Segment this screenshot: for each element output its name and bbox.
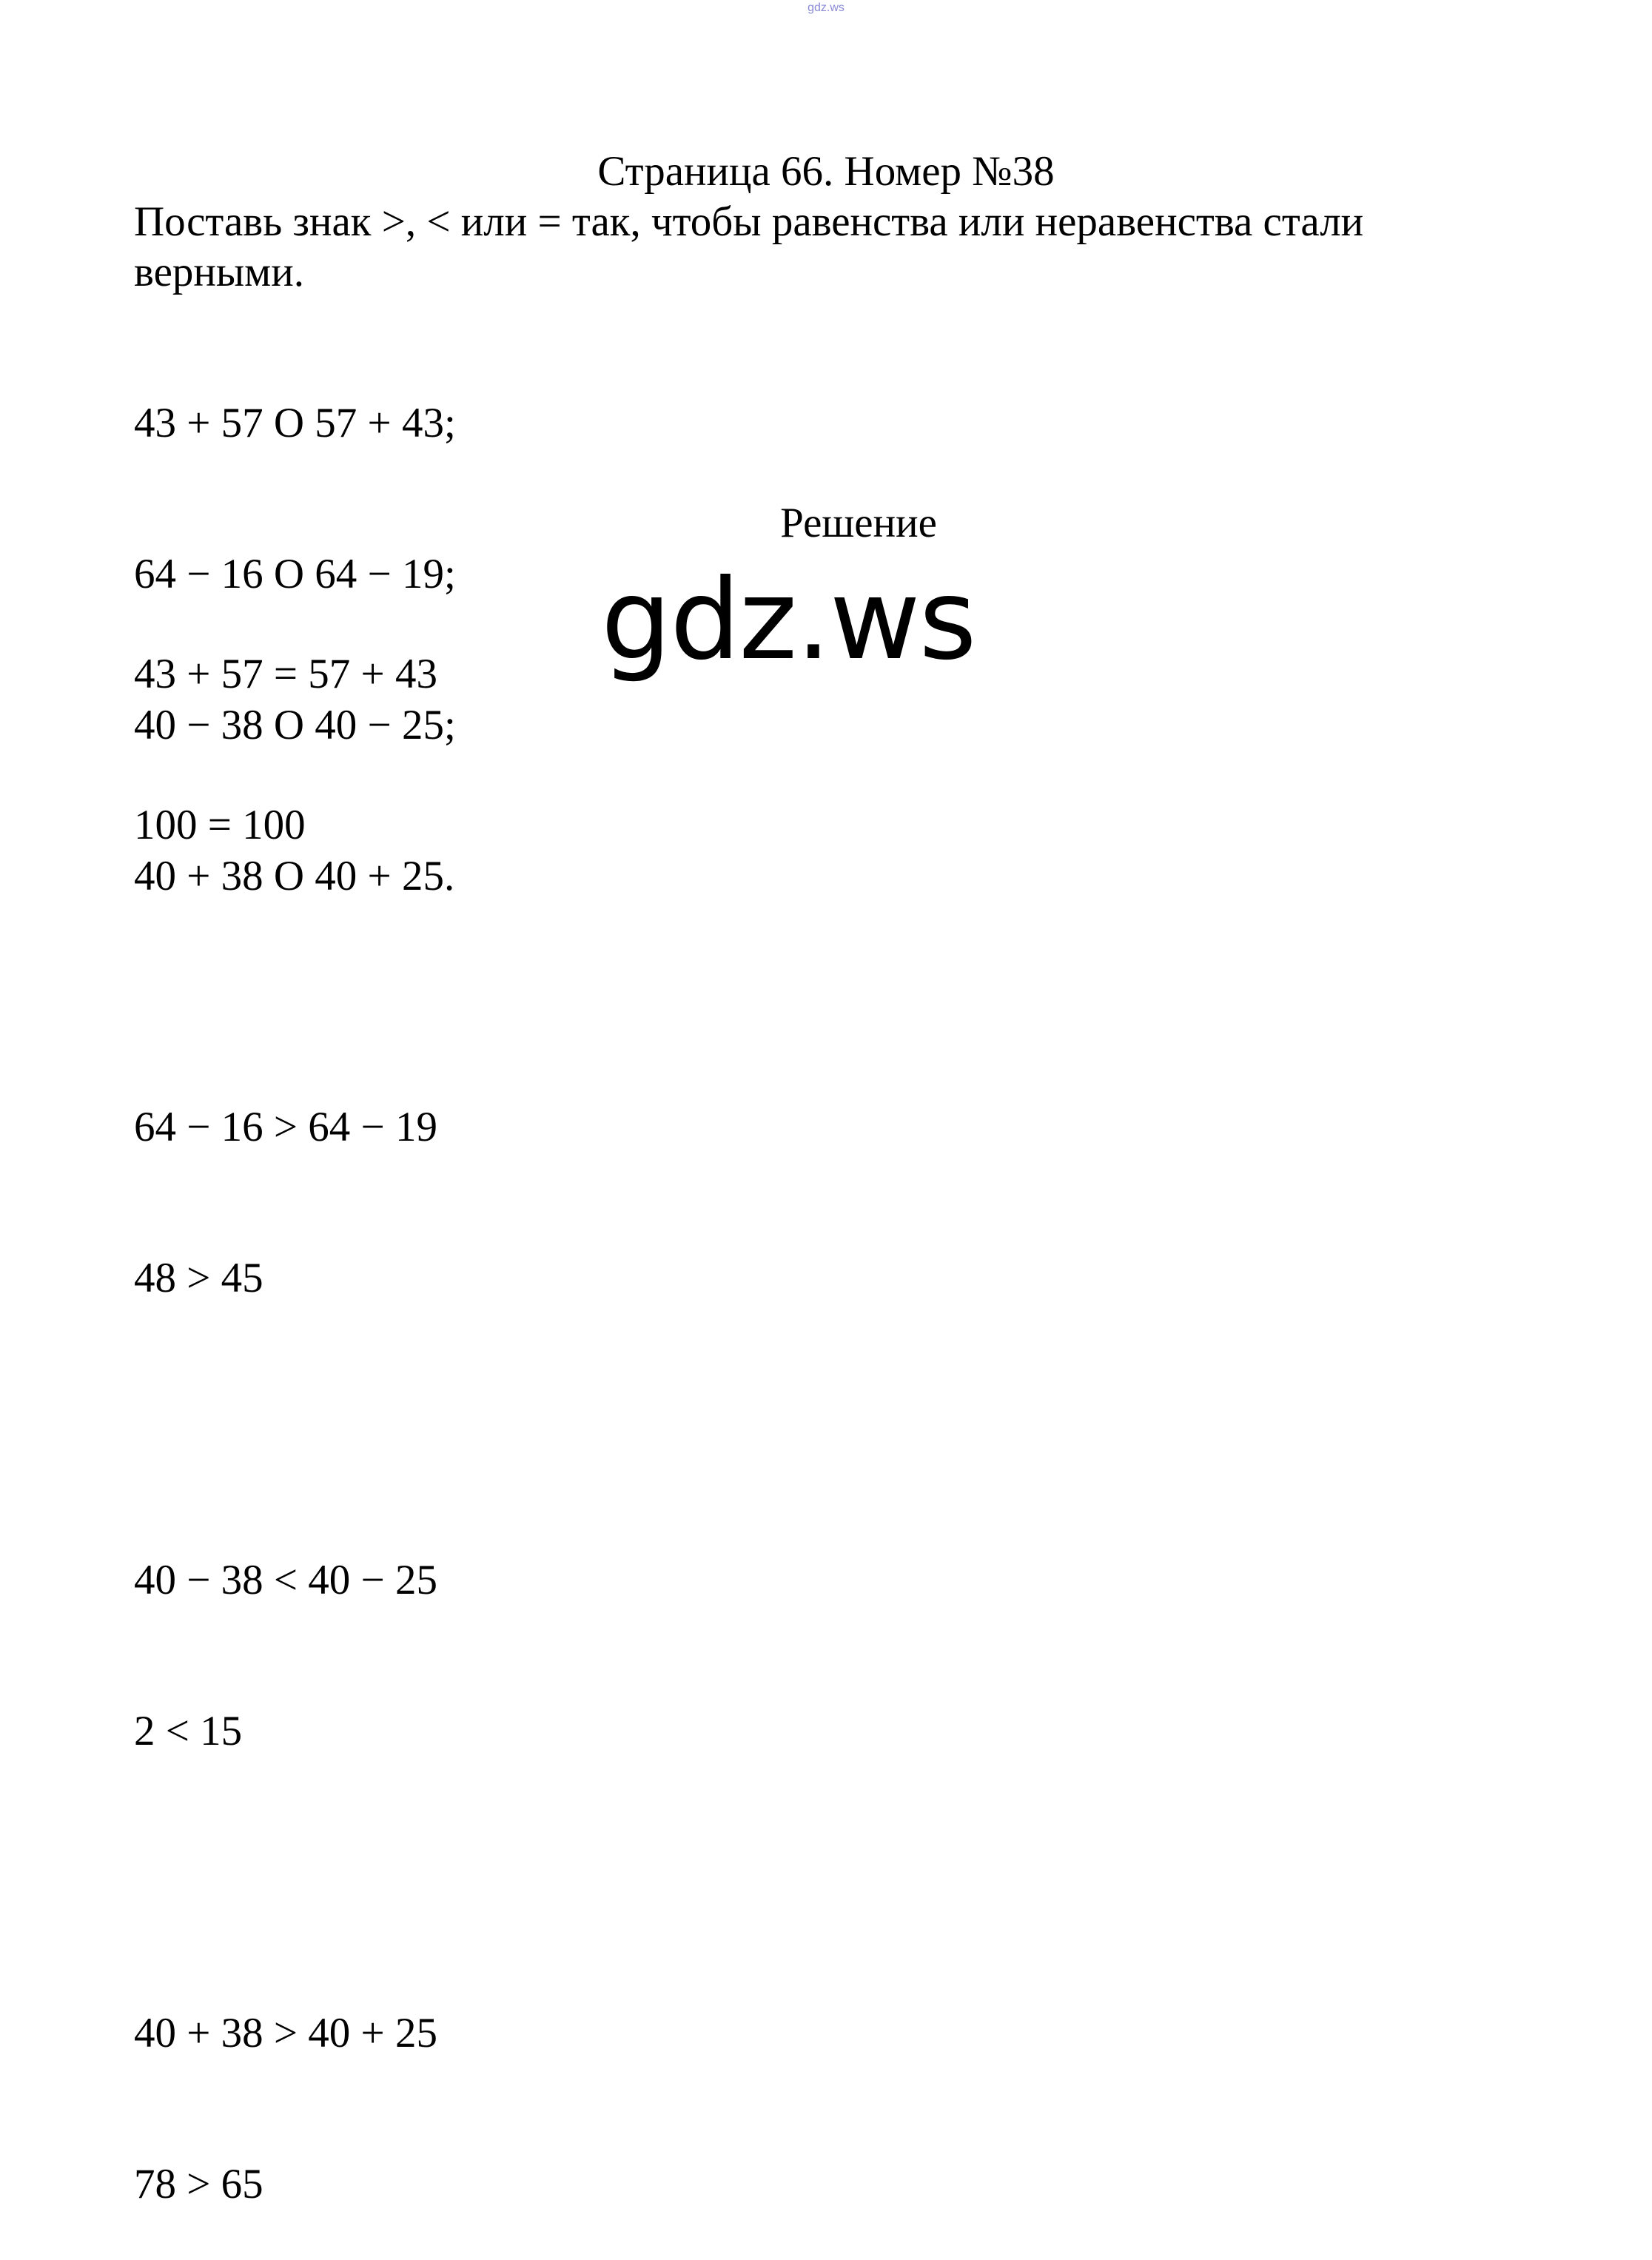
solution-4-result: 78 > 65 [134,2161,263,2207]
page-heading: Страница 66. Номер №38 [597,148,1055,195]
solution-2-result: 48 > 45 [134,1255,263,1301]
task-text [134,197,1540,298]
task-line-2: верными. [134,249,305,295]
solution-4-expr: 40 + 38 > 40 + 25 [134,2010,437,2056]
spacer [134,1857,437,1908]
spacer [134,951,437,1002]
example-4: 40 + 38 O 40 + 25. [134,853,455,899]
task-line-1: Поставь знак >, < или = так, чтобы равенства или неравенства стали [134,198,1364,245]
solution-1-result: 100 = 100 [134,802,306,848]
solution-1-expr: 43 + 57 = 57 + 43 [134,651,437,697]
example-1: 43 + 57 O 57 + 43; [134,400,456,446]
solutions-list [134,549,437,2260]
example-2: 64 − 16 O 64 − 19; [134,551,456,597]
spacer [134,1404,437,1455]
solution-heading: Решение [780,500,937,546]
example-3: 40 − 38 O 40 − 25; [134,702,456,748]
solution-2-expr: 64 − 16 > 64 − 19 [134,1104,437,1150]
solution-3-expr: 40 − 38 < 40 − 25 [134,1557,437,1603]
solution-3-result: 2 < 15 [134,1708,243,1754]
top-watermark: gdz.ws [807,1,845,14]
center-watermark: gdz.ws [601,556,976,685]
